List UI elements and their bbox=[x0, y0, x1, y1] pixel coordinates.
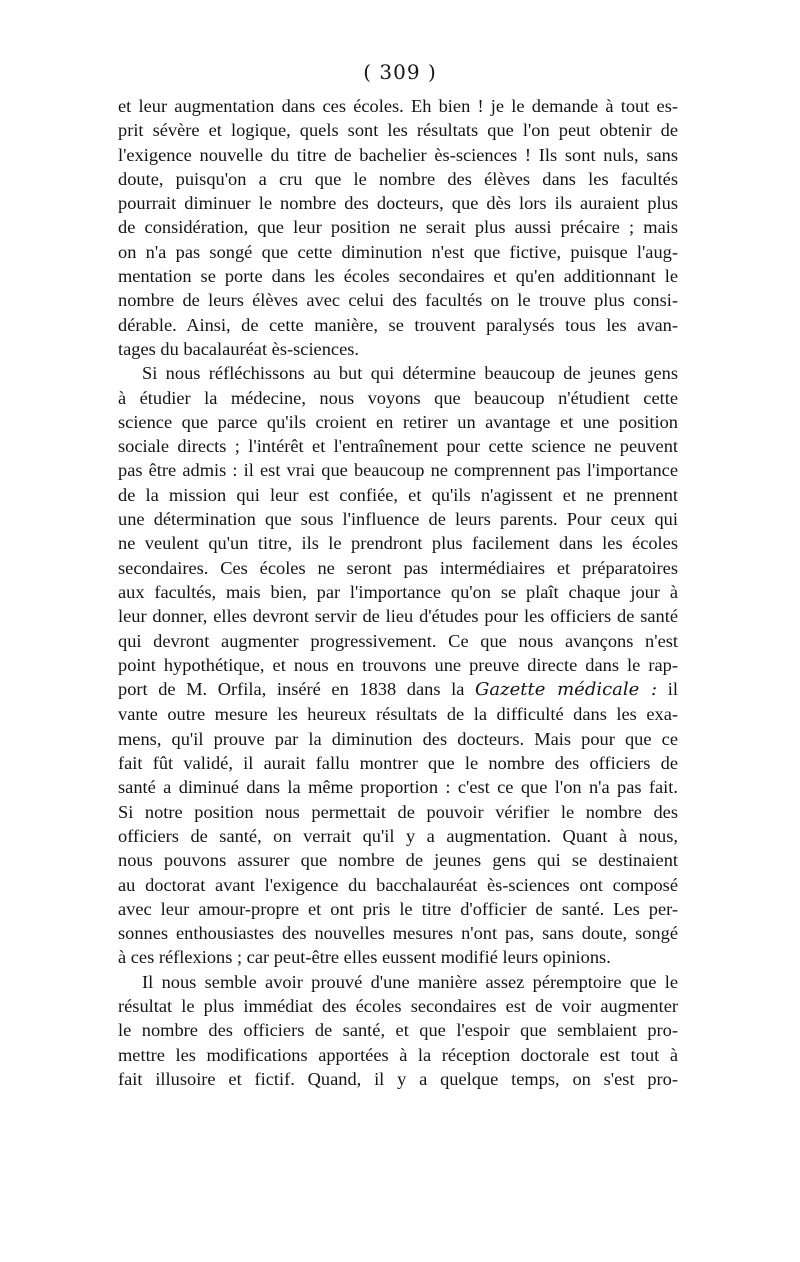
text-line: pourrait diminuer le nombre des docteurs, que dès lors ils auraient plus bbox=[118, 193, 678, 214]
text-line: fait fût validé, il aurait fallu montrer que le nombre des officiers de bbox=[118, 753, 678, 774]
text-line: santé a diminué dans la même proportion : c'est ce que l'on n'a pas fait. bbox=[118, 777, 678, 798]
text-line: fait illusoire et fictif. Quand, il y a quelque temps, on s'est pro- bbox=[118, 1068, 678, 1089]
text-line: tages du bacalauréat ès-sciences. bbox=[118, 338, 359, 359]
text-line: à ces réflexions ; car peut-être elles eussent modifié leurs opinions. bbox=[118, 947, 611, 968]
text-line: aux facultés, mais bien, par l'importance qu'on se plaît chaque jour à bbox=[118, 581, 678, 602]
text-line: le nombre des officiers de santé, et que l'espoir que semblaient pro- bbox=[118, 1020, 678, 1041]
text-line: on n'a pas songé que cette diminution n'est que fictive, puisque l'aug- bbox=[118, 241, 678, 262]
journal-title-italic: Gazette médicale : bbox=[475, 679, 658, 701]
body-text bbox=[118, 94, 678, 1091]
text-line: l'exigence nouvelle du titre de bachelier ès-sciences ! Ils sont nuls, sans bbox=[118, 144, 678, 165]
paragraph-2 bbox=[118, 361, 678, 969]
page-number: ( 309 ) bbox=[363, 60, 437, 84]
text-line: mens, qu'il prouve par la diminution des docteurs. Mais pour que ce bbox=[118, 728, 678, 749]
text-line: Si notre position nous permettait de pouvoir vérifier le nombre des bbox=[118, 801, 678, 822]
text-line: mettre les modifications apportées à la réception doctorale est tout à bbox=[118, 1044, 678, 1065]
text-line: sociale directs ; l'intérêt et l'entraînement pour cette science ne peuvent bbox=[118, 436, 678, 457]
text-line: au doctorat avant l'exigence du bacchalauréat ès-sciences ont composé bbox=[118, 874, 678, 895]
text-line: secondaires. Ces écoles ne seront pas intermédiaires et préparatoires bbox=[118, 557, 678, 578]
text-line: avec leur amour-propre et ont pris le titre d'officier de santé. Les per- bbox=[118, 898, 678, 919]
text-line: vante outre mesure les heureux résultats de la difficulté dans les exa- bbox=[118, 704, 678, 725]
text-line: doute, puisqu'on a cru que le nombre des élèves dans les facultés bbox=[118, 168, 678, 189]
text-line: de considération, que leur position ne serait plus aussi précaire ; mais bbox=[118, 217, 678, 238]
paragraph-3 bbox=[118, 970, 678, 1091]
text-line-with-citation bbox=[118, 677, 678, 702]
text-line: leur donner, elles devront servir de lieu d'études pour les officiers de santé bbox=[118, 606, 678, 627]
text-line: science que parce qu'ils croient en retirer un avantage et une position bbox=[118, 411, 678, 432]
text-line: à étudier la médecine, nous voyons que beaucoup n'étudient cette bbox=[118, 387, 678, 408]
text-line: résultat le plus immédiat des écoles secondaires est de voir augmenter bbox=[118, 995, 678, 1016]
text-segment: port de M. Orfila, inséré en 1838 dans la bbox=[118, 679, 465, 700]
text-line: pas être admis : il est vrai que beaucoup ne comprennent pas l'importance bbox=[118, 460, 678, 481]
text-line: de la mission qui leur est confiée, et qu'ils n'agissent et ne prennent bbox=[118, 484, 678, 505]
text-line: mentation se porte dans les écoles secondaires et qu'en additionnant le bbox=[118, 266, 678, 287]
text-line: Il nous semble avoir prouvé d'une manière assez péremptoire que le bbox=[142, 971, 678, 992]
text-line: Si nous réfléchissons au but qui détermine beaucoup de jeunes gens bbox=[142, 363, 678, 384]
text-line: point hypothétique, et nous en trouvons une preuve directe dans le rap- bbox=[118, 654, 678, 675]
text-line: qui devront augmenter progressivement. Ce que nous avançons n'est bbox=[118, 630, 678, 651]
text-line: nous pouvons assurer que nombre de jeunes gens qui se destinaient bbox=[118, 850, 678, 871]
text-line: une détermination que sous l'influence de leurs parents. Pour ceux qui bbox=[118, 509, 678, 530]
text-line: et leur augmentation dans ces écoles. Eh bien ! je le demande à tout es- bbox=[118, 96, 678, 116]
text-line: ne veulent qu'un titre, ils le prendront plus facilement dans les écoles bbox=[118, 533, 678, 554]
text-line: prit sévère et logique, quels sont les résultats que l'on peut obtenir de bbox=[118, 120, 678, 141]
paragraph-1 bbox=[118, 94, 678, 361]
text-segment: il bbox=[667, 679, 678, 700]
text-line: officiers de santé, on verrait qu'il y a augmentation. Quant à nous, bbox=[118, 825, 678, 846]
text-line: nombre de leurs élèves avec celui des facultés on le trouve plus consi- bbox=[118, 290, 678, 311]
text-line: dérable. Ainsi, de cette manière, se trouvent paralysés tous les avan- bbox=[118, 314, 678, 335]
text-line: sonnes enthousiastes des nouvelles mesures n'ont pas, sans doute, songé bbox=[118, 923, 678, 944]
